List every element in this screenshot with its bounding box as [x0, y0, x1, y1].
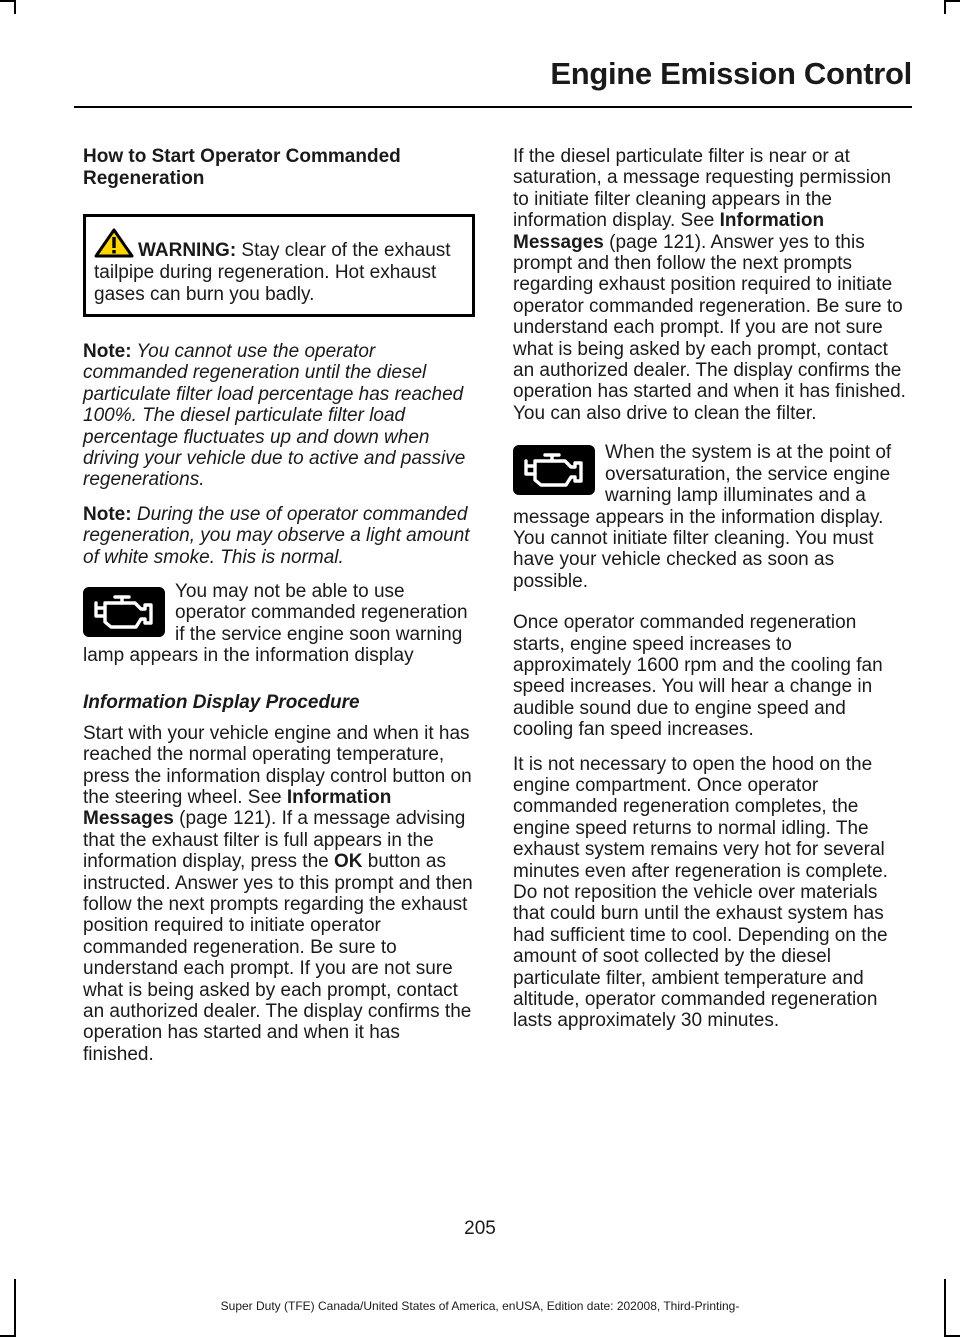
footer-text: Super Duty (TFE) Canada/United States of America, enUSA, Edition date: 202008, Third-Printing- [220, 1299, 740, 1313]
paragraph: It is not necessary to open the hood on the engine compartment. Once operator commanded regeneration completes, the engine speed returns to normal idling. The exhaust system remains very hot for several minutes even after regeneration is complete. Do not reposition the vehicle over materials that could burn until the exhaust system has had sufficient time to cool. Depending on the amount of soot collected by the diesel particulate filter, ambient temperature and altitude, operator commanded regeneration lasts approximately 30 minutes. [513, 753, 888, 1032]
left-column [83, 146, 475, 1078]
procedure-text: (page 121). If a message advising that the exhaust filter is full appears in the information display, press the [83, 808, 466, 873]
lamp-paragraph [513, 442, 909, 592]
crop-mark [944, 0, 946, 14]
lamp-text: When the system is at the point of oversaturation, the service engine warning lamp illuminates and a message appears in the information display. You cannot initiate filter cleaning. You must have your vehicle checked as soon as possible. [513, 442, 892, 592]
procedure-paragraph [83, 723, 475, 1066]
note-label: Note: [83, 341, 132, 362]
crop-mark [14, 0, 16, 14]
note-paragraph [83, 504, 475, 568]
section-title: How to Start Operator Commanded Regeneration [83, 146, 401, 189]
information-messages-link[interactable]: Information Messages [83, 786, 392, 830]
procedure-text: button as instructed. Answer yes to this prompt and then follow the next prompts regarding the exhaust position required to initiate operator commanded regeneration. Be sure to understand each prompt. If you are not sure what is being asked by each prompt, contact an authorized dealer. The display confirms the operation has started and when it has finished. [83, 851, 473, 1065]
lamp-text: You may not be able to use operator commanded regeneration if the service engine soon warning lamp appears in the information display [83, 581, 468, 667]
warning-triangle-icon [94, 228, 134, 258]
lamp-paragraph [83, 581, 475, 667]
note-paragraph [83, 341, 475, 491]
information-messages-link[interactable]: Information Messages [513, 210, 825, 253]
saturation-paragraph [513, 146, 909, 424]
paragraph-text: If the diesel particulate filter is near or at saturation, a message requesting permission to initiate filter cleaning appears in the information display. See [513, 146, 892, 232]
procedure-text: Start with your vehicle engine and when it has reached the normal operating temperature, press the information display control button on the steering wheel. See [83, 722, 472, 808]
crop-mark [946, 0, 960, 2]
note-label: Note: [83, 503, 132, 525]
note-text: During the use of operator commanded regeneration, you may observe a light amount of white smoke. This is normal. [83, 503, 470, 568]
check-engine-icon [83, 587, 165, 637]
warning-label: WARNING: [138, 240, 237, 261]
paragraph: Once operator commanded regeneration starts, engine speed increases to approximately 1600 rpm and the cooling fan speed increases. You will hear a change in audible sound due to engine speed and cooling fan speed increases. [513, 612, 883, 741]
note-text: You cannot use the operator commanded regeneration until the diesel particulate filter load percentage has reached 100%. The diesel particulate filter load percentage fluctuates up and down when driving your vehicle due to active and passive regenerations. [83, 341, 466, 491]
header-divider [74, 106, 912, 108]
subheading: Information Display Procedure [83, 691, 360, 713]
ok-button-label: OK [334, 851, 363, 873]
warning-text: Stay clear of the exhaust tailpipe during regeneration. Hot exhaust gases can burn you badly. [94, 240, 451, 305]
check-engine-icon [513, 445, 595, 495]
right-column [513, 146, 909, 1045]
page-number: 205 [464, 1218, 496, 1239]
crop-mark [0, 0, 14, 2]
paragraph-text: (page 121). Answer yes to this prompt and then follow the next prompts regarding exhaust position required to initiate operator commanded regeneration. Be sure to understand each prompt. If you are not sure what is being asked by each prompt, contact an authorized dealer. The display confirms the operation has started and when it has finished. You can also drive to clean the filter. [513, 231, 906, 424]
warning-box [83, 214, 475, 317]
page-title: Engine Emission Control [550, 56, 912, 91]
